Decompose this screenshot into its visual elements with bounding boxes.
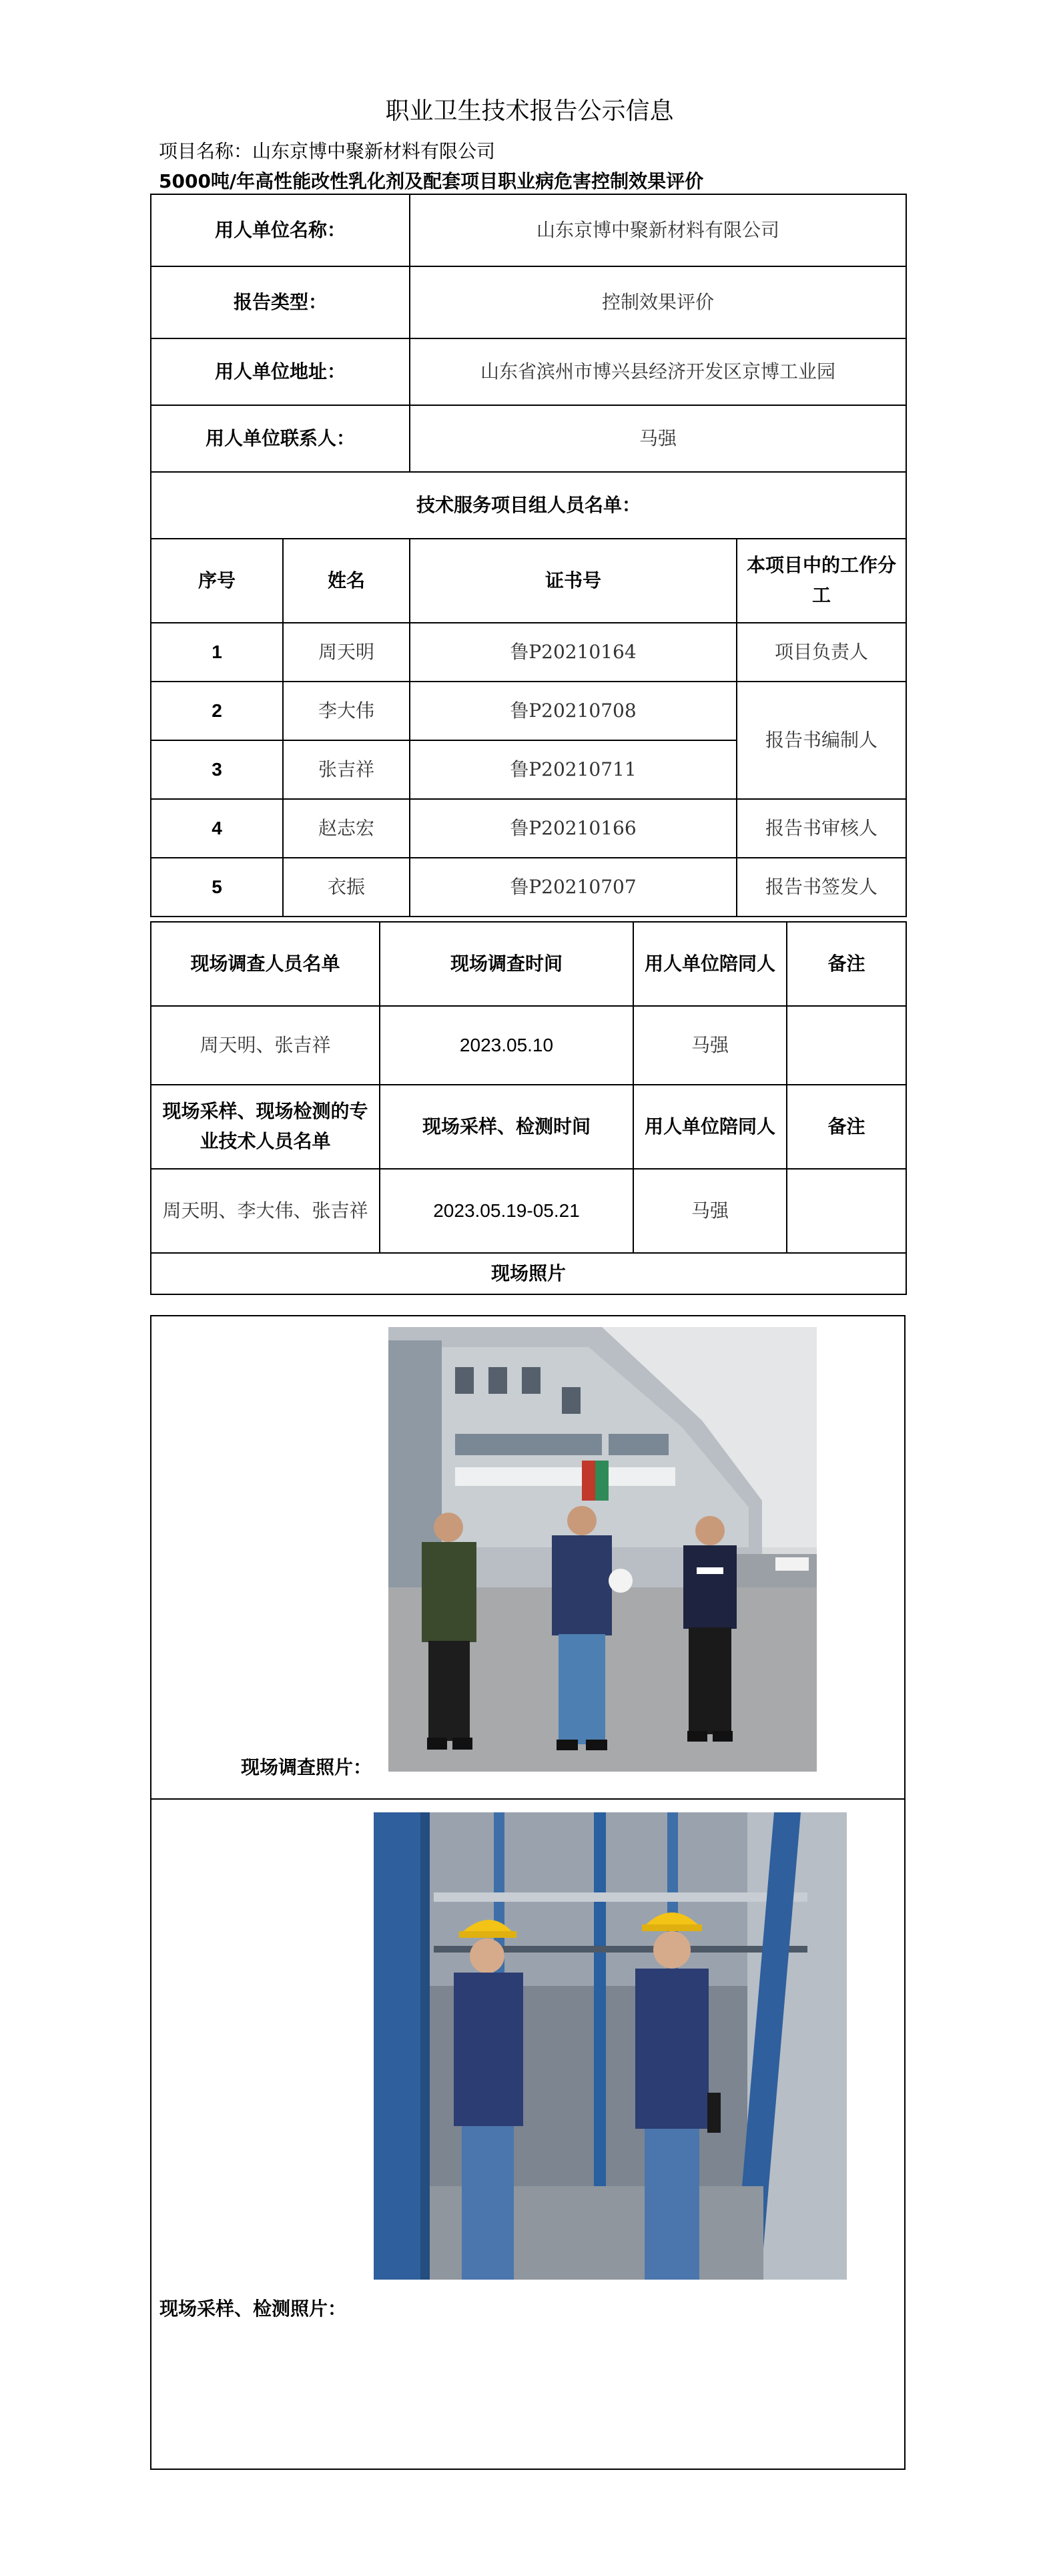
type-value: 控制效果评价 [410, 266, 906, 338]
survey-staff: 周天明、张吉祥 [151, 1006, 380, 1085]
sampling-header-remark: 备注 [787, 1085, 906, 1169]
sampling-photo [374, 1812, 847, 2280]
table-row [151, 799, 906, 858]
sampling-remark [787, 1169, 906, 1253]
info-table [150, 194, 907, 917]
employer-label: 用人单位名称： [151, 194, 410, 266]
row-role: 项目负责人 [737, 623, 906, 682]
photos-panel [150, 1315, 906, 2470]
survey-photo [388, 1327, 817, 1772]
row-no: 3 [151, 740, 283, 799]
sampling-photo-label: 现场采样、检测照片： [159, 2298, 347, 2319]
survey-photo-label: 现场调查照片： [241, 1757, 372, 1778]
sampling-header-escort: 用人单位陪同人 [633, 1085, 787, 1169]
row-no: 2 [151, 682, 283, 740]
contact-label: 用人单位联系人： [151, 405, 410, 472]
photos-heading: 现场照片 [151, 1253, 906, 1294]
row-name: 周天明 [283, 623, 410, 682]
table-row [151, 682, 906, 740]
survey-header-time: 现场调查时间 [380, 922, 633, 1006]
survey-header-remark: 备注 [787, 922, 906, 1006]
row-cert: 鲁P20210164 [410, 623, 737, 682]
survey-header-escort: 用人单位陪同人 [633, 922, 787, 1006]
row-cert: 鲁P20210707 [410, 858, 737, 917]
survey-remark [787, 1006, 906, 1085]
col-header-role: 本项目中的工作分工 [737, 539, 906, 623]
type-label: 报告类型： [151, 266, 410, 338]
survey-time: 2023.05.10 [380, 1006, 633, 1085]
row-name: 李大伟 [283, 682, 410, 740]
project-subtitle: 5000吨/年高性能改性乳化剂及配套项目职业病危害控制效果评价 [159, 170, 704, 192]
row-cert: 鲁P20210166 [410, 799, 737, 858]
survey-header-staff: 现场调查人员名单 [151, 922, 380, 1006]
col-header-cert: 证书号 [410, 539, 737, 623]
photos-divider [151, 1798, 904, 1800]
sampling-header-time: 现场采样、检测时间 [380, 1085, 633, 1169]
table-row [151, 858, 906, 917]
survey-table [150, 921, 907, 1295]
row-role: 报告书签发人 [737, 858, 906, 917]
row-name: 张吉祥 [283, 740, 410, 799]
sampling-escort: 马强 [633, 1169, 787, 1253]
address-value: 山东省滨州市博兴县经济开发区京博工业园 [410, 338, 906, 405]
row-role: 报告书审核人 [737, 799, 906, 858]
address-label: 用人单位地址： [151, 338, 410, 405]
row-cert: 鲁P20210711 [410, 740, 737, 799]
col-header-name: 姓名 [283, 539, 410, 623]
row-name: 赵志宏 [283, 799, 410, 858]
row-name: 衣振 [283, 858, 410, 917]
table-row [151, 623, 906, 682]
contact-value: 马强 [410, 405, 906, 472]
row-role: 报告书编制人 [737, 682, 906, 799]
page-title: 职业卫生技术报告公示信息 [385, 97, 674, 125]
row-no: 4 [151, 799, 283, 858]
row-cert: 鲁P20210708 [410, 682, 737, 740]
sampling-staff: 周天明、李大伟、张吉祥 [151, 1169, 380, 1253]
team-heading: 技术服务项目组人员名单： [151, 472, 906, 539]
row-no: 1 [151, 623, 283, 682]
employer-value: 山东京博中聚新材料有限公司 [410, 194, 906, 266]
col-header-no: 序号 [151, 539, 283, 623]
survey-escort: 马强 [633, 1006, 787, 1085]
sampling-header-staff: 现场采样、现场检测的专业技术人员名单 [151, 1085, 380, 1169]
sampling-time: 2023.05.19-05.21 [380, 1169, 633, 1253]
project-name: 项目名称：山东京博中聚新材料有限公司 [159, 140, 496, 162]
row-no: 5 [151, 858, 283, 917]
